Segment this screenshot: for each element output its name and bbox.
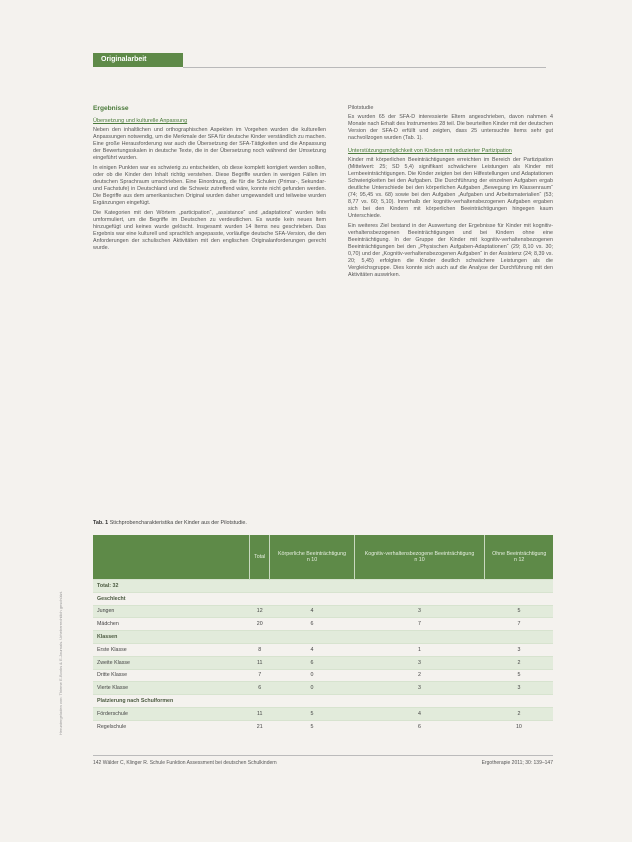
table-caption bbox=[93, 520, 247, 526]
left-column bbox=[93, 105, 326, 255]
table-cell: 5 bbox=[270, 707, 354, 720]
table-cell: 7 bbox=[485, 618, 553, 631]
table-cell bbox=[270, 695, 354, 708]
section-badge: Originalarbeit bbox=[93, 53, 183, 67]
table-cell bbox=[270, 592, 354, 605]
table-cell: 20 bbox=[250, 618, 270, 631]
table-cell: 5 bbox=[270, 720, 354, 732]
table-row bbox=[93, 643, 553, 656]
table-cell bbox=[354, 580, 485, 593]
left-subheading: Übersetzung und kulturelle Anpassung bbox=[93, 118, 188, 124]
table-cell: 6 bbox=[250, 682, 270, 695]
table-cell bbox=[354, 592, 485, 605]
table-header-cell: Ohne Beeinträchtigung n 12 bbox=[485, 535, 553, 580]
table-cell: Dritte Klasse bbox=[93, 669, 250, 682]
table-cell: Erste Klasse bbox=[93, 643, 250, 656]
table-cell bbox=[485, 580, 553, 593]
table-cell: Platzierung nach Schulformen bbox=[93, 695, 250, 708]
table-row bbox=[93, 656, 553, 669]
table-cell: 0 bbox=[270, 682, 354, 695]
table-cell: Vierte Klasse bbox=[93, 682, 250, 695]
table-row bbox=[93, 669, 553, 682]
table-row bbox=[93, 618, 553, 631]
table-cell: 8 bbox=[250, 643, 270, 656]
table-cell: 3 bbox=[485, 682, 553, 695]
results-heading: Ergebnisse bbox=[93, 105, 129, 112]
table-cell: 4 bbox=[354, 707, 485, 720]
right-subheading: Unterstützungsmöglichkeit von Kindern mit reduzierter Partizipation bbox=[348, 148, 512, 154]
table-cell: 11 bbox=[250, 656, 270, 669]
table-row bbox=[93, 682, 553, 695]
table-cell: Zweite Klasse bbox=[93, 656, 250, 669]
table-group-row bbox=[93, 580, 553, 593]
table-group-row bbox=[93, 695, 553, 708]
table-cell bbox=[270, 631, 354, 644]
table-cell: 2 bbox=[485, 656, 553, 669]
table-cell bbox=[270, 580, 354, 593]
table-cell: Total: 32 bbox=[93, 580, 250, 593]
table-caption-text: Stichprobencharakteristika der Kinder aus der Pilotstudie. bbox=[109, 520, 247, 526]
table-cell: 11 bbox=[250, 707, 270, 720]
table-cell: Mädchen bbox=[93, 618, 250, 631]
table-cell: 4 bbox=[270, 643, 354, 656]
table-group-row bbox=[93, 631, 553, 644]
table-cell bbox=[250, 580, 270, 593]
table-cell: Jungen bbox=[93, 605, 250, 618]
table-cell: 3 bbox=[485, 643, 553, 656]
table-cell: 3 bbox=[354, 656, 485, 669]
table-cell: 2 bbox=[354, 669, 485, 682]
table-cell: Klassen bbox=[93, 631, 250, 644]
table-cell: Geschlecht bbox=[93, 592, 250, 605]
table-cell: 3 bbox=[354, 605, 485, 618]
table-cell: 6 bbox=[354, 720, 485, 732]
table-cell bbox=[485, 695, 553, 708]
table-group-row bbox=[93, 592, 553, 605]
table-header-cell: Total bbox=[250, 535, 270, 580]
table-cell: 6 bbox=[270, 618, 354, 631]
table-cell bbox=[250, 592, 270, 605]
table-row bbox=[93, 605, 553, 618]
left-paragraph: In einigen Punkten war es schwierig zu entscheiden, ob diese komplett korrigiert werden sollten, oder ob die Kinder den Inhalt richtig verstehen. Diese Begriffe wurden in wenigen Fällen im deutschen Sprachraum umschrieben. Eine Einordnung, die für die Schulen (Primar-, Sekundar- und Fachstufe) in Deutschland und die Schweiz zutreffend wäre, konnte nicht gefunden werden. Die Begriffe aus dem amerikanischen Original wurden daher umgewandelt und teilweise wurden Ergänzungen eingefügt. bbox=[93, 165, 326, 206]
footer-citation: 142 Wälder C, Klinger R. Schule Funktion Assessment bei deutschen Schulkindern bbox=[93, 760, 277, 766]
download-notice: Heruntergeladen von: Thieme E-Books & E-Journals. Urheberrechtlich geschützt. bbox=[58, 591, 63, 735]
table-cell: Regelschule bbox=[93, 720, 250, 732]
table-cell bbox=[485, 592, 553, 605]
table-cell bbox=[354, 631, 485, 644]
table-cell: 6 bbox=[270, 656, 354, 669]
table-cell: 5 bbox=[485, 605, 553, 618]
table-header-cell bbox=[93, 535, 250, 580]
table-caption-label: Tab. 1 bbox=[93, 520, 109, 526]
table-cell bbox=[485, 631, 553, 644]
left-paragraph: Neben den inhaltlichen und orthographischen Aspekten im Vorgehen wurden die kulturellen Anpassungen notwendig, um die Merkmale der SFA für deutsche Kinder verständlich zu machen. Eine große Herausforderung war auch die Übersetzung der SFA-Tätigkeiten und die Anpassung der Bewertungsskalen in deutsche Texte, die in der Übersetzung noch während der Umsetzung eingeführt wurden. bbox=[93, 127, 326, 161]
table-cell: 7 bbox=[354, 618, 485, 631]
right-paragraph: Es wurden 65 der SFA-D interessierte Eltern angeschrieben, davon nahmen 4 Monate nach Erhalt des Instrumentes 28 teil. Die beurteilten Kinder mit der deutschen Version der SFA-D erfüllt und zeigten, dass 25 untersuchte Items sehr gut nachvollzogen wurden (Tab. 1). bbox=[348, 114, 553, 141]
table-header-cell: Kognitiv-verhaltensbezogene Beeinträchtigung n 10 bbox=[354, 535, 485, 580]
right-column bbox=[348, 105, 553, 282]
table-cell: 10 bbox=[485, 720, 553, 732]
table-cell: 0 bbox=[270, 669, 354, 682]
table-cell: 7 bbox=[250, 669, 270, 682]
right-paragraph: Ein weiteres Ziel bestand in der Auswertung der Ergebnisse für Kinder mit kognitiv-verhaltensbezogenen Beeinträchtigungen und bei Kindern ohne eine Beeinträchtigung. In der Gruppe der Kinder mit kognitiv-verhaltensbezogenen Beeinträchtigungen bei den „Physischen Aufgaben-Adaptationen“ (29; 8,10 vs. 30; 0,70) und der „Kognitiv-verhaltensbezogenen Aufgaben“ in der Assistenz (24; 8,39 vs. 20; 5,45) erfolgten die Kinder deutlich schwächere Leistungen als die Vergleichsgruppe. Dies konnte sich auch auf die Analyse der Durchführung mit den Aktivitäten auswirken. bbox=[348, 223, 553, 278]
table-cell: 12 bbox=[250, 605, 270, 618]
table-cell: Förderschule bbox=[93, 707, 250, 720]
table-header-cell: Körperliche Beeinträchtigung n 10 bbox=[270, 535, 354, 580]
footer-rule bbox=[93, 755, 553, 756]
table-cell: 2 bbox=[485, 707, 553, 720]
table-cell bbox=[250, 631, 270, 644]
table-header-row bbox=[93, 535, 553, 580]
table-cell: 4 bbox=[270, 605, 354, 618]
table-cell bbox=[354, 695, 485, 708]
header-rule bbox=[183, 67, 546, 68]
table-row bbox=[93, 720, 553, 732]
table-cell: 5 bbox=[485, 669, 553, 682]
pilot-label: Pilotstudie bbox=[348, 105, 374, 111]
table-row bbox=[93, 707, 553, 720]
table-cell: 21 bbox=[250, 720, 270, 732]
sample-table bbox=[93, 535, 553, 733]
table-cell bbox=[250, 695, 270, 708]
table-cell: 1 bbox=[354, 643, 485, 656]
left-paragraph: Die Kategorien mit den Wörtern „participation“, „assistance“ und „adaptations“ wurden teils umformuliert, um die Begriffe im Deutschen zu verdeutlichen. Es wurde kein neues Item hinzugefügt und keines wurde gelöscht. Insgesamt wurden 14 Items neu geschrieben. Das Ergebnis war eine kulturell und sprachlich angepasste, vorläufige deutsche SFA-Version, die den Anforderungen der schulischen Aktivitäten mit den englischen Originalanforderungen gerecht wurde. bbox=[93, 210, 326, 251]
table-cell: 3 bbox=[354, 682, 485, 695]
right-paragraph: Kinder mit körperlichen Beeinträchtigungen erreichten im Bereich der Partizipation (Mittelwert: 25; SD 5,4) signifikant schwächere Leistungen als Kinder mit Lernbeeinträchtigungen. Die Kinder zeigten bei den Hilfestellungen und Adaptationen Schwierigkeiten bei den Aufgaben. Die Durchführung der einzelnen Aufgaben ergab deutliche Unterschiede bei den körperlichen Aufgaben „Bewegung im Klassenraum“ (74; 95,45 vs. 68) sowie bei den Aufgaben „Aufgaben und Arbeitsmaterialien“ (53; 8,77 vs. 60; 5,10). Innerhalb der kognitiv-verhaltensbezogenen Aufgaben ergaben sich bei den Kindern mit körperlichen Beeinträchtigungen hingegen kaum Unterschiede. bbox=[348, 157, 553, 219]
footer-journal: Ergotherapie 2011; 30: 139–147 bbox=[481, 760, 553, 766]
